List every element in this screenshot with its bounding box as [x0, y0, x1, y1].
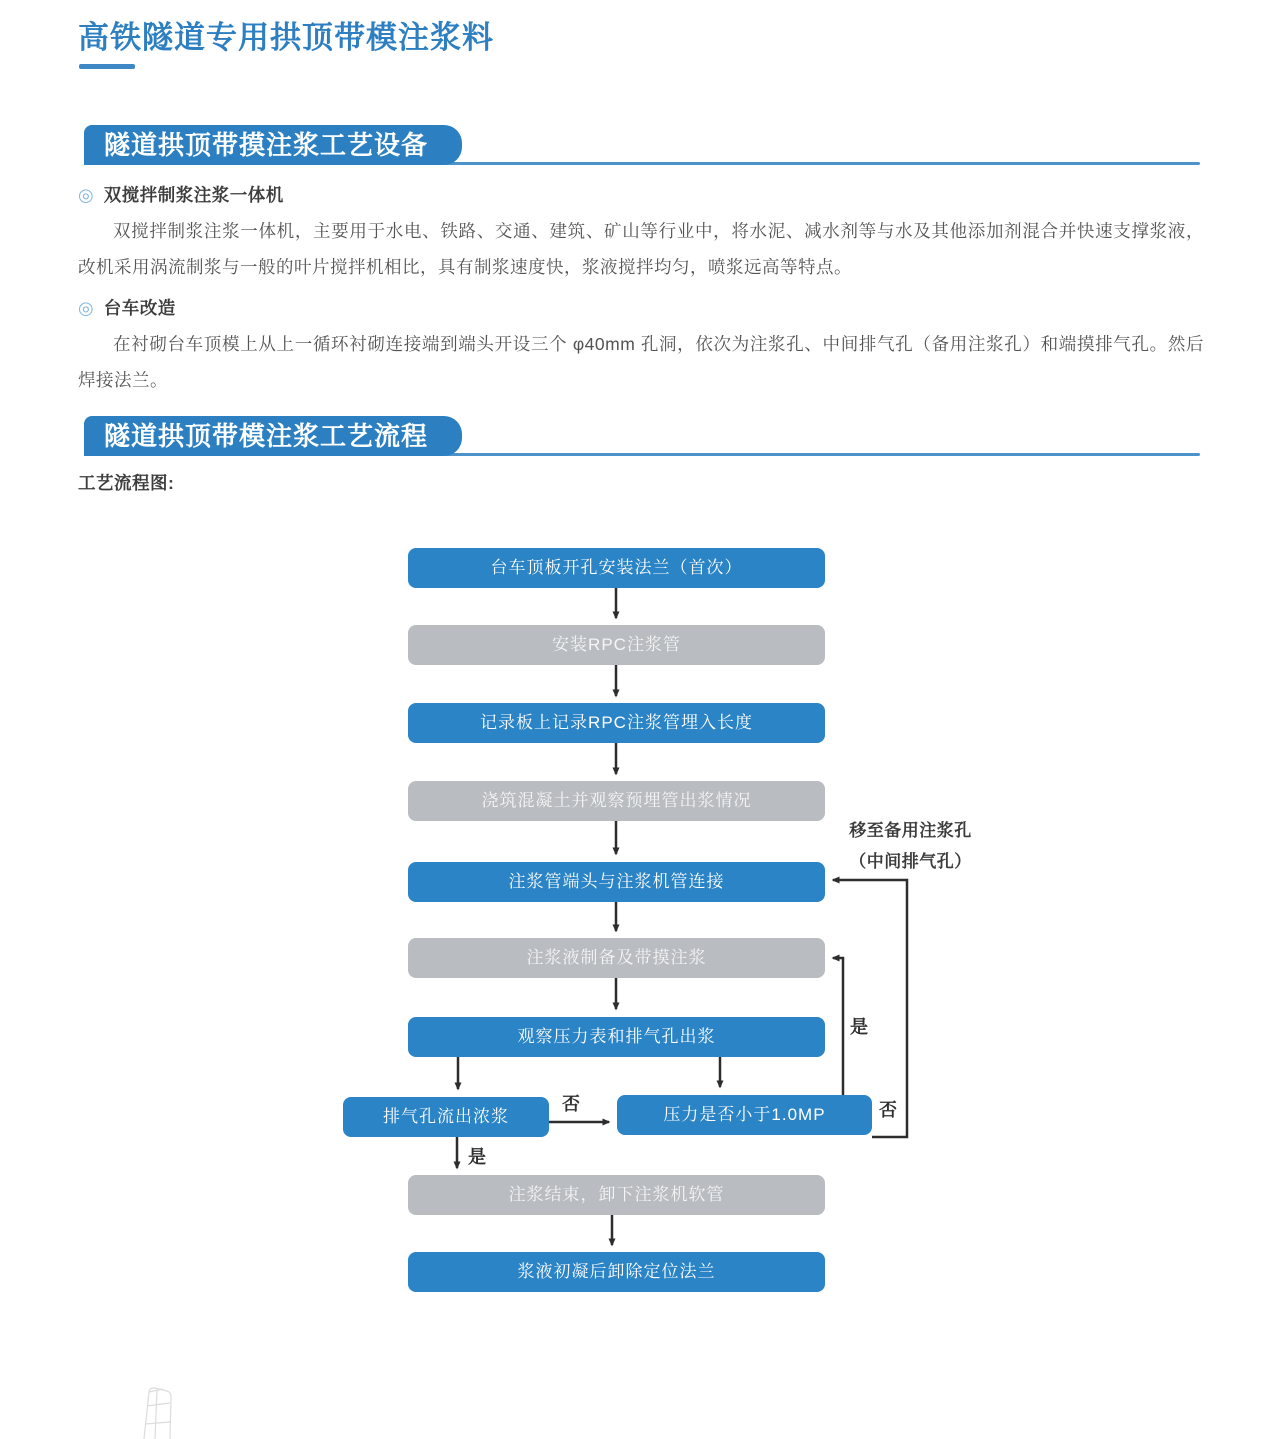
flow-node-connect-grouting-machine: 注浆管端头与注浆机管连接 — [408, 862, 825, 902]
section-tab-label: 隧道拱顶带模注浆工艺流程 — [84, 416, 462, 456]
flow-node-record-pipe-length: 记录板上记录RPC注浆管埋入长度 — [408, 703, 825, 743]
section-tab-label: 隧道拱顶带摸注浆工艺设备 — [84, 125, 462, 165]
flow-node-pressure-check: 压力是否小于1.0MP — [617, 1095, 872, 1135]
flow-node-vent-thick-grout: 排气孔流出浓浆 — [343, 1097, 549, 1137]
bullet-heading: 台车改造 — [103, 298, 176, 318]
loop-annotation-line1: 移至备用注浆孔 — [849, 821, 972, 840]
flow-node-observe-pressure-gauge: 观察压力表和排气孔出浆 — [408, 1017, 825, 1057]
bullet-heading: 双搅拌制浆注浆一体机 — [103, 185, 284, 205]
section-header-equipment — [84, 125, 1200, 165]
loop-annotation-line2: （中间排气孔） — [849, 852, 972, 871]
flow-node-grouting-end-remove-hose: 注浆结束，卸下注浆机软管 — [408, 1175, 825, 1215]
flowchart-caption: 工艺流程图: — [78, 473, 175, 493]
bullet-item-trolley — [78, 295, 1204, 320]
flow-node-pour-concrete-observe: 浇筑混凝土并观察预埋管出浆情况 — [408, 781, 825, 821]
building-watermark — [130, 1384, 200, 1439]
section-header-process — [84, 416, 1200, 456]
equipment-content — [78, 180, 1204, 408]
bullet-body-text: 双搅拌制浆注浆一体机，主要用于水电、铁路、交通、建筑、矿山等行业中，将水泥、减水剂等与水及其他添加剂混合并快速支撑浆液，改机采用涡流制浆与一般的叶片搅拌机相比，具有制浆速度快，浆液搅拌均匀，喷浆远高等特点。 — [78, 221, 1204, 277]
flow-node-install-rpc-pipe: 安装RPC注浆管 — [408, 625, 825, 665]
edge-label-yes: 是 — [468, 1147, 486, 1167]
title-underline — [79, 64, 135, 69]
edge-label-yes-loop: 是 — [850, 1017, 868, 1037]
ring-bullet-icon: ◎ — [78, 297, 94, 318]
page-title: 高铁隧道专用拱顶带模注浆料 — [78, 20, 494, 55]
ring-bullet-icon: ◎ — [78, 184, 94, 205]
edge-label-no-loop: 否 — [879, 1100, 897, 1120]
bullet-body-text: 在衬砌台车顶模上从上一循环衬砌连接端到端头开设三个 φ40mm 孔洞，依次为注浆孔、中间排气孔（备用注浆孔）和端摸排气孔。然后焊接法兰。 — [78, 334, 1204, 390]
flow-node-remove-positioning-flange: 浆液初凝后卸除定位法兰 — [408, 1252, 825, 1292]
loop-annotation — [838, 815, 983, 877]
flow-node-drill-install-flange: 台车顶板开孔安装法兰（首次） — [408, 548, 825, 588]
bullet-item-mixer — [78, 182, 1204, 207]
flow-node-prepare-grout: 注浆液制备及带摸注浆 — [408, 938, 825, 978]
edge-label-no: 否 — [562, 1094, 580, 1114]
